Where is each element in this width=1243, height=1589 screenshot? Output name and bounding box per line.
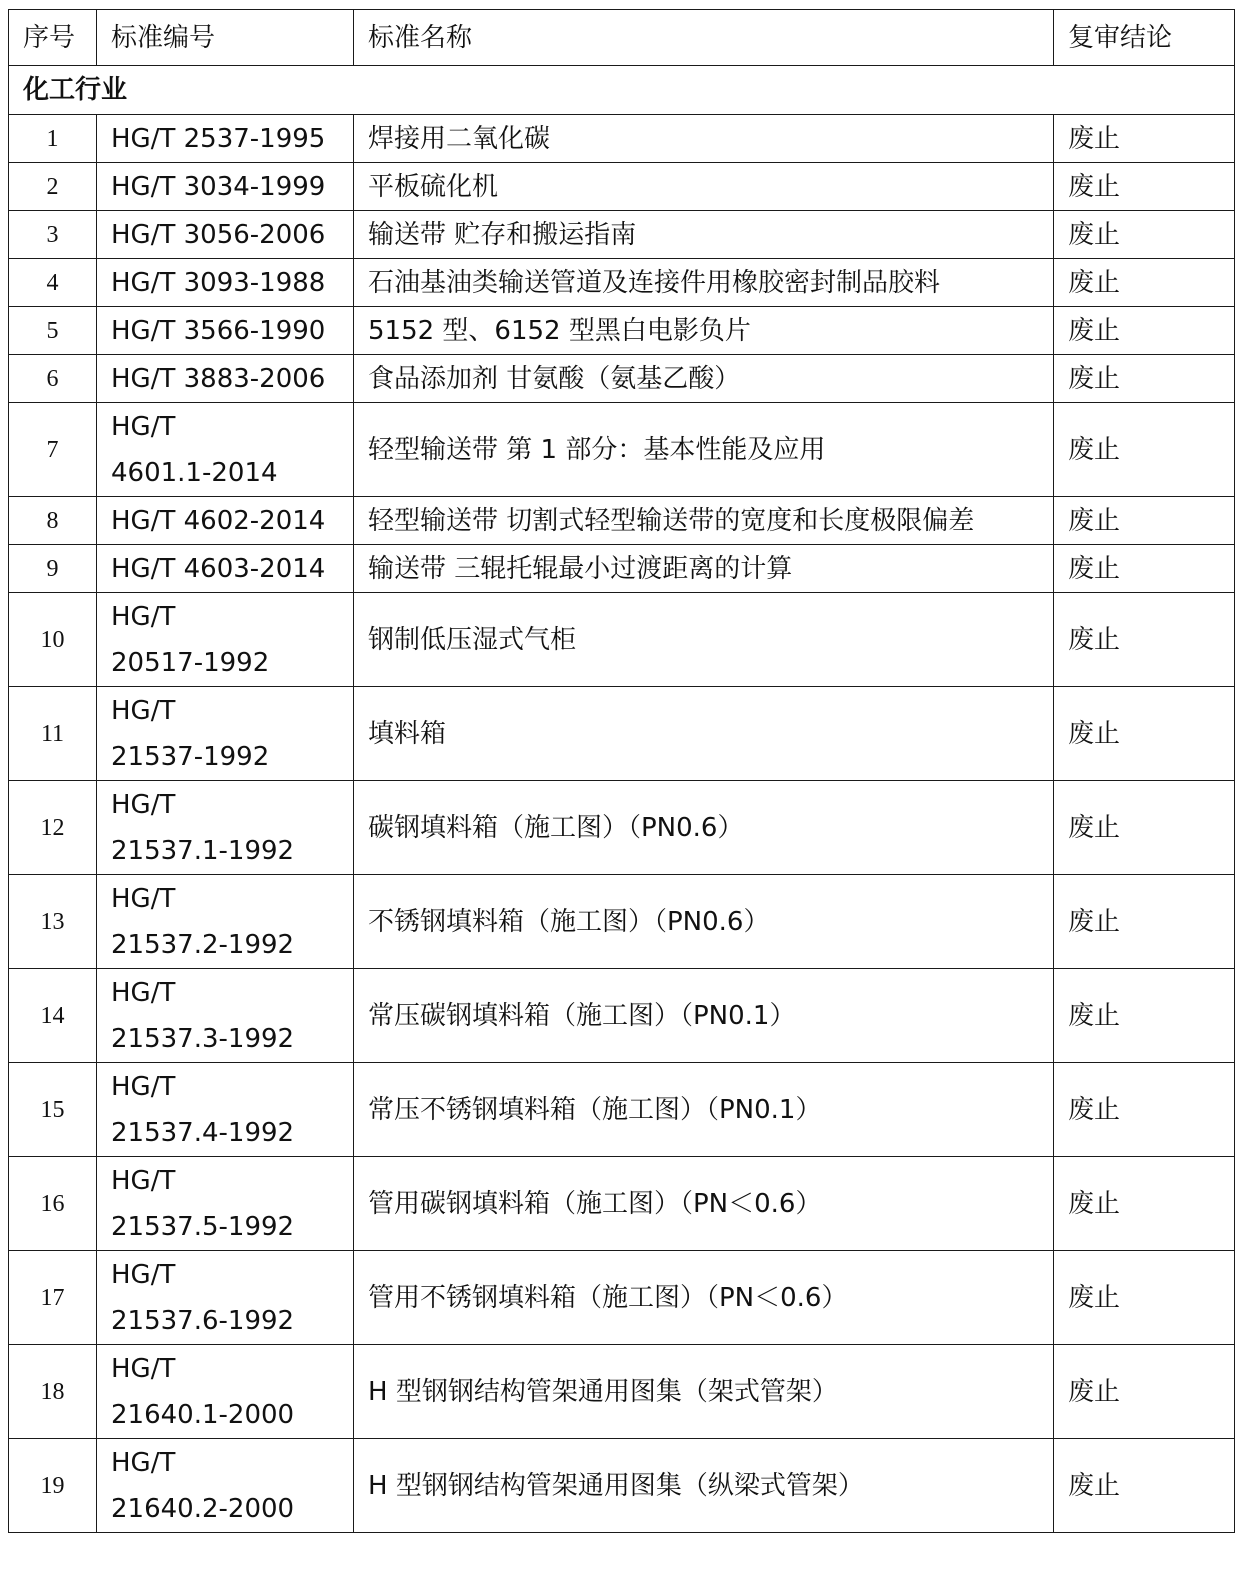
row-code-line: HG/T 4602-2014 bbox=[111, 505, 326, 536]
row-code-line: HG/T 4603-2014 bbox=[111, 553, 326, 584]
row-seq: 12 bbox=[9, 781, 97, 875]
standards-review-table bbox=[8, 9, 1235, 1533]
section-row bbox=[9, 66, 1235, 115]
row-name: 食品添加剂 甘氨酸（氨基乙酸） bbox=[354, 355, 1054, 403]
row-code-line: HG/T 3883-2006 bbox=[111, 363, 326, 394]
row-code-line: 21537.2-1992 bbox=[111, 929, 295, 960]
row-name: 不锈钢填料箱（施工图）（PN0.6） bbox=[354, 875, 1054, 969]
row-name: 常压不锈钢填料箱（施工图）（PN0.1） bbox=[354, 1063, 1054, 1157]
row-name: H 型钢钢结构管架通用图集（纵梁式管架） bbox=[354, 1439, 1054, 1533]
row-result: 废止 bbox=[1054, 497, 1235, 545]
row-name: H 型钢钢结构管架通用图集（架式管架） bbox=[354, 1345, 1054, 1439]
row-result: 废止 bbox=[1054, 1251, 1235, 1345]
table-row bbox=[9, 1439, 1235, 1533]
row-name: 碳钢填料箱（施工图）（PN0.6） bbox=[354, 781, 1054, 875]
row-code-line: HG/T bbox=[111, 883, 176, 914]
row-seq: 2 bbox=[9, 163, 97, 211]
row-result: 废止 bbox=[1054, 403, 1235, 497]
row-code bbox=[97, 115, 354, 163]
row-result: 废止 bbox=[1054, 1439, 1235, 1533]
table-row bbox=[9, 307, 1235, 355]
table-row bbox=[9, 875, 1235, 969]
table-row bbox=[9, 163, 1235, 211]
table-row bbox=[9, 259, 1235, 307]
row-code bbox=[97, 211, 354, 259]
row-code-line: HG/T bbox=[111, 789, 176, 820]
row-name: 焊接用二氧化碳 bbox=[354, 115, 1054, 163]
row-code-line: HG/T bbox=[111, 1353, 176, 1384]
row-code-line: 21537.3-1992 bbox=[111, 1023, 295, 1054]
row-result: 废止 bbox=[1054, 969, 1235, 1063]
row-code bbox=[97, 969, 354, 1063]
row-code-line: HG/T bbox=[111, 601, 176, 632]
row-code bbox=[97, 1251, 354, 1345]
row-code-line: HG/T bbox=[111, 1071, 176, 1102]
table-row bbox=[9, 211, 1235, 259]
row-seq: 5 bbox=[9, 307, 97, 355]
row-code-line: HG/T 2537-1995 bbox=[111, 123, 326, 154]
row-seq: 13 bbox=[9, 875, 97, 969]
table-row bbox=[9, 545, 1235, 593]
row-code-line: HG/T bbox=[111, 695, 176, 726]
row-code-line: 20517-1992 bbox=[111, 647, 270, 678]
row-result: 废止 bbox=[1054, 593, 1235, 687]
row-code bbox=[97, 1063, 354, 1157]
row-code bbox=[97, 259, 354, 307]
table-row bbox=[9, 355, 1235, 403]
row-code bbox=[97, 403, 354, 497]
row-code-line: 21537.6-1992 bbox=[111, 1305, 295, 1336]
row-code bbox=[97, 875, 354, 969]
row-code-line: 21537.1-1992 bbox=[111, 835, 295, 866]
row-name: 填料箱 bbox=[354, 687, 1054, 781]
row-seq: 9 bbox=[9, 545, 97, 593]
row-seq: 19 bbox=[9, 1439, 97, 1533]
row-code-line: HG/T 3093-1988 bbox=[111, 267, 326, 298]
row-code-line: HG/T bbox=[111, 1259, 176, 1290]
row-seq: 11 bbox=[9, 687, 97, 781]
header-seq: 序号 bbox=[9, 10, 97, 66]
row-seq: 18 bbox=[9, 1345, 97, 1439]
row-seq: 6 bbox=[9, 355, 97, 403]
row-name: 轻型输送带 第 1 部分：基本性能及应用 bbox=[354, 403, 1054, 497]
row-seq: 15 bbox=[9, 1063, 97, 1157]
row-code bbox=[97, 545, 354, 593]
table-header-row bbox=[9, 10, 1235, 66]
row-result: 废止 bbox=[1054, 781, 1235, 875]
row-code-line: HG/T bbox=[111, 977, 176, 1008]
row-seq: 16 bbox=[9, 1157, 97, 1251]
row-name: 钢制低压湿式气柜 bbox=[354, 593, 1054, 687]
table-row bbox=[9, 403, 1235, 497]
row-seq: 8 bbox=[9, 497, 97, 545]
row-code bbox=[97, 307, 354, 355]
row-name: 输送带 三辊托辊最小过渡距离的计算 bbox=[354, 545, 1054, 593]
row-result: 废止 bbox=[1054, 1063, 1235, 1157]
row-name: 常压碳钢填料箱（施工图）（PN0.1） bbox=[354, 969, 1054, 1063]
row-code-line: 21640.2-2000 bbox=[111, 1493, 295, 1524]
table-row bbox=[9, 497, 1235, 545]
row-code-line: 4601.1-2014 bbox=[111, 457, 278, 488]
row-code-line: 21640.1-2000 bbox=[111, 1399, 295, 1430]
row-name: 平板硫化机 bbox=[354, 163, 1054, 211]
row-result: 废止 bbox=[1054, 545, 1235, 593]
row-result: 废止 bbox=[1054, 1345, 1235, 1439]
row-seq: 17 bbox=[9, 1251, 97, 1345]
row-code bbox=[97, 163, 354, 211]
row-code-line: HG/T 3056-2006 bbox=[111, 219, 326, 250]
row-code bbox=[97, 1439, 354, 1533]
row-code-line: HG/T bbox=[111, 1165, 176, 1196]
row-code bbox=[97, 781, 354, 875]
row-code-line: HG/T 3566-1990 bbox=[111, 315, 326, 346]
table-row bbox=[9, 781, 1235, 875]
header-result: 复审结论 bbox=[1054, 10, 1235, 66]
row-code bbox=[97, 1345, 354, 1439]
row-seq: 14 bbox=[9, 969, 97, 1063]
table-row bbox=[9, 1251, 1235, 1345]
section-title: 化工行业 bbox=[9, 66, 1235, 115]
table-row bbox=[9, 115, 1235, 163]
row-code bbox=[97, 593, 354, 687]
row-name: 5152 型、6152 型黑白电影负片 bbox=[354, 307, 1054, 355]
row-code-line: HG/T bbox=[111, 411, 176, 442]
row-seq: 1 bbox=[9, 115, 97, 163]
row-result: 废止 bbox=[1054, 687, 1235, 781]
row-name: 轻型输送带 切割式轻型输送带的宽度和长度极限偏差 bbox=[354, 497, 1054, 545]
row-code bbox=[97, 687, 354, 781]
table-row bbox=[9, 1157, 1235, 1251]
row-result: 废止 bbox=[1054, 355, 1235, 403]
table-row bbox=[9, 969, 1235, 1063]
row-name: 输送带 贮存和搬运指南 bbox=[354, 211, 1054, 259]
row-name: 管用不锈钢填料箱（施工图）（PN＜0.6） bbox=[354, 1251, 1054, 1345]
table-row bbox=[9, 687, 1235, 781]
row-code-line: HG/T 3034-1999 bbox=[111, 171, 326, 202]
row-code-line: 21537.4-1992 bbox=[111, 1117, 295, 1148]
row-name: 管用碳钢填料箱（施工图）（PN＜0.6） bbox=[354, 1157, 1054, 1251]
header-code: 标准编号 bbox=[97, 10, 354, 66]
row-code-line: 21537.5-1992 bbox=[111, 1211, 295, 1242]
row-seq: 3 bbox=[9, 211, 97, 259]
row-seq: 4 bbox=[9, 259, 97, 307]
table-row bbox=[9, 1345, 1235, 1439]
row-seq: 7 bbox=[9, 403, 97, 497]
row-code-line: HG/T bbox=[111, 1447, 176, 1478]
row-result: 废止 bbox=[1054, 1157, 1235, 1251]
row-result: 废止 bbox=[1054, 211, 1235, 259]
row-code bbox=[97, 355, 354, 403]
table-row bbox=[9, 1063, 1235, 1157]
row-result: 废止 bbox=[1054, 875, 1235, 969]
row-result: 废止 bbox=[1054, 259, 1235, 307]
document-page bbox=[8, 9, 1234, 1533]
row-result: 废止 bbox=[1054, 115, 1235, 163]
row-name: 石油基油类输送管道及连接件用橡胶密封制品胶料 bbox=[354, 259, 1054, 307]
row-result: 废止 bbox=[1054, 307, 1235, 355]
row-code bbox=[97, 1157, 354, 1251]
row-seq: 10 bbox=[9, 593, 97, 687]
row-code-line: 21537-1992 bbox=[111, 741, 270, 772]
row-code bbox=[97, 497, 354, 545]
row-result: 废止 bbox=[1054, 163, 1235, 211]
table-row bbox=[9, 593, 1235, 687]
header-name: 标准名称 bbox=[354, 10, 1054, 66]
